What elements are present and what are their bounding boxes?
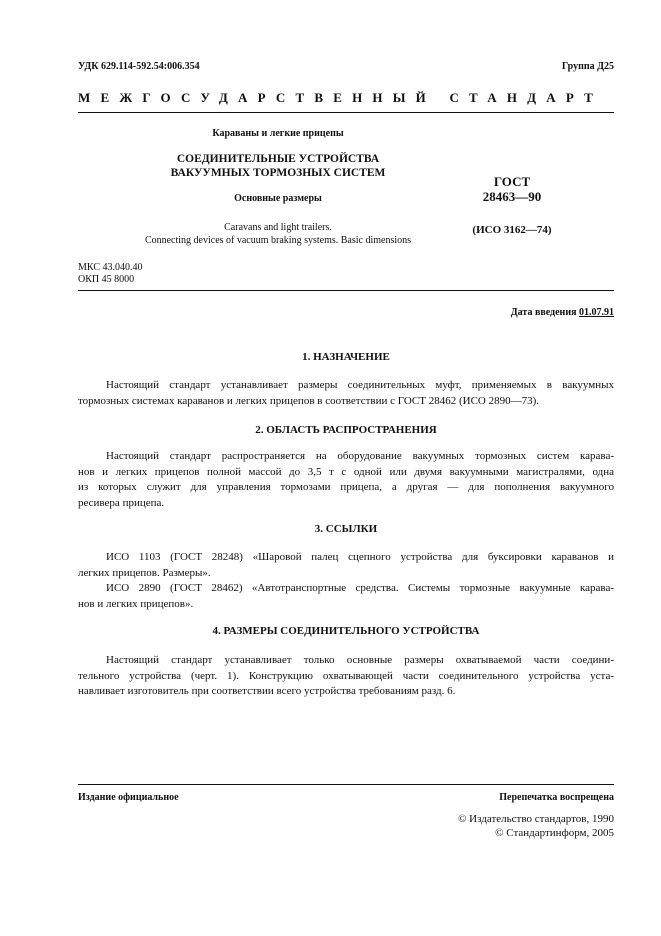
category-title: Караваны и легкие прицепы	[212, 128, 344, 139]
section-paragraph	[78, 378, 614, 409]
section-paragraph	[78, 653, 614, 700]
paragraph-line: Настоящий стандарт устанавливает только основные размеры охватываемой части соедини-	[106, 654, 614, 666]
paragraph-line: нов и легких прицепов».	[78, 597, 194, 610]
title-rule	[78, 290, 614, 291]
paragraph-line: из которых служит для управления тормозами прицепа, а другая — для пополнения вакуумного	[78, 481, 614, 493]
introduction-date	[511, 307, 614, 318]
section-heading: 1. НАЗНАЧЕНИЕ	[302, 351, 390, 363]
official-edition-note: Издание официальное	[78, 792, 179, 803]
paragraph-line: ресивера прицепа.	[78, 496, 165, 509]
gost-number: 28463—90	[482, 189, 542, 204]
paragraph-line: навливает изготовитель при соответствии всего устройства требованиям разд. 6.	[78, 685, 456, 697]
copyright-line: © Стандартинформ, 2005	[495, 827, 614, 839]
reprint-prohibited-note: Перепечатка воспрещена	[499, 792, 614, 803]
paragraph-line: тормозных системах караванов и легких прицепов в соответствии с ГОСТ 28462 (ИСО 2890—73).	[78, 394, 540, 407]
standard-banner: МЕЖГОСУДАРСТВЕННЫЙ СТАНДАРТ	[78, 90, 604, 105]
section-heading: 2. ОБЛАСТЬ РАСПРОСТРАНЕНИЯ	[255, 424, 437, 436]
iso-reference: (ИСО 3162—74)	[472, 224, 552, 236]
document-title-line2: ВАКУУМНЫХ ТОРМОЗНЫХ СИСТЕМ	[170, 167, 386, 179]
paragraph-line: тельного устройства (черт. 1). Конструкцию охватывающей части соединительного устройства уста-	[78, 669, 614, 682]
section-paragraph	[78, 550, 614, 612]
document-subtitle: Основные размеры	[234, 193, 322, 204]
okp-code: ОКП 45 8000	[78, 274, 135, 285]
english-title-line2: Connecting devices of vacuum braking systems. Basic dimensions	[144, 235, 412, 246]
english-title-line1: Caravans and light trailers.	[224, 222, 332, 233]
section-paragraph	[78, 449, 614, 511]
footer-rule	[78, 784, 614, 785]
paragraph-line: Настоящий стандарт распространяется на оборудование вакуумных тормозных систем карава-	[106, 450, 614, 462]
paragraph-line: ИСО 1103 (ГОСТ 28248) «Шаровой палец сцепного устройства для буксировки караванов и	[106, 551, 614, 563]
gost-label: ГОСТ	[493, 174, 531, 189]
paragraph-line: Настоящий стандарт устанавливает размеры соединительных муфт, применяемых в вакуумных	[106, 379, 614, 391]
paragraph-line: нов и легких прицепов полной массой до 3,5 т с одной или двумя вакуумными магистралями, одна	[78, 465, 614, 478]
section-heading: 3. ССЫЛКИ	[314, 523, 378, 535]
document-title-line1: СОЕДИНИТЕЛЬНЫЕ УСТРОЙСТВА	[176, 153, 380, 165]
paragraph-line: ИСО 2890 (ГОСТ 28462) «Автотранспортные средства. Системы тормозные вакуумные карава-	[106, 582, 614, 594]
introduction-date-label: Дата введения	[510, 307, 577, 318]
introduction-date-value: 01.07.91	[579, 307, 614, 318]
classification-codes	[78, 262, 142, 286]
paragraph-line: легких прицепов. Размеры».	[78, 566, 211, 579]
udk-code: УДК 629.114-592.54:006.354	[78, 61, 200, 72]
section-heading: 4. РАЗМЕРЫ СОЕДИНИТЕЛЬНОГО УСТРОЙСТВА	[212, 625, 480, 637]
mks-code: МКС 43.040.40	[78, 262, 143, 273]
group-code: Группа Д25	[561, 61, 614, 72]
header-rule	[78, 112, 614, 113]
copyright-line: © Издательство стандартов, 1990	[458, 813, 614, 825]
